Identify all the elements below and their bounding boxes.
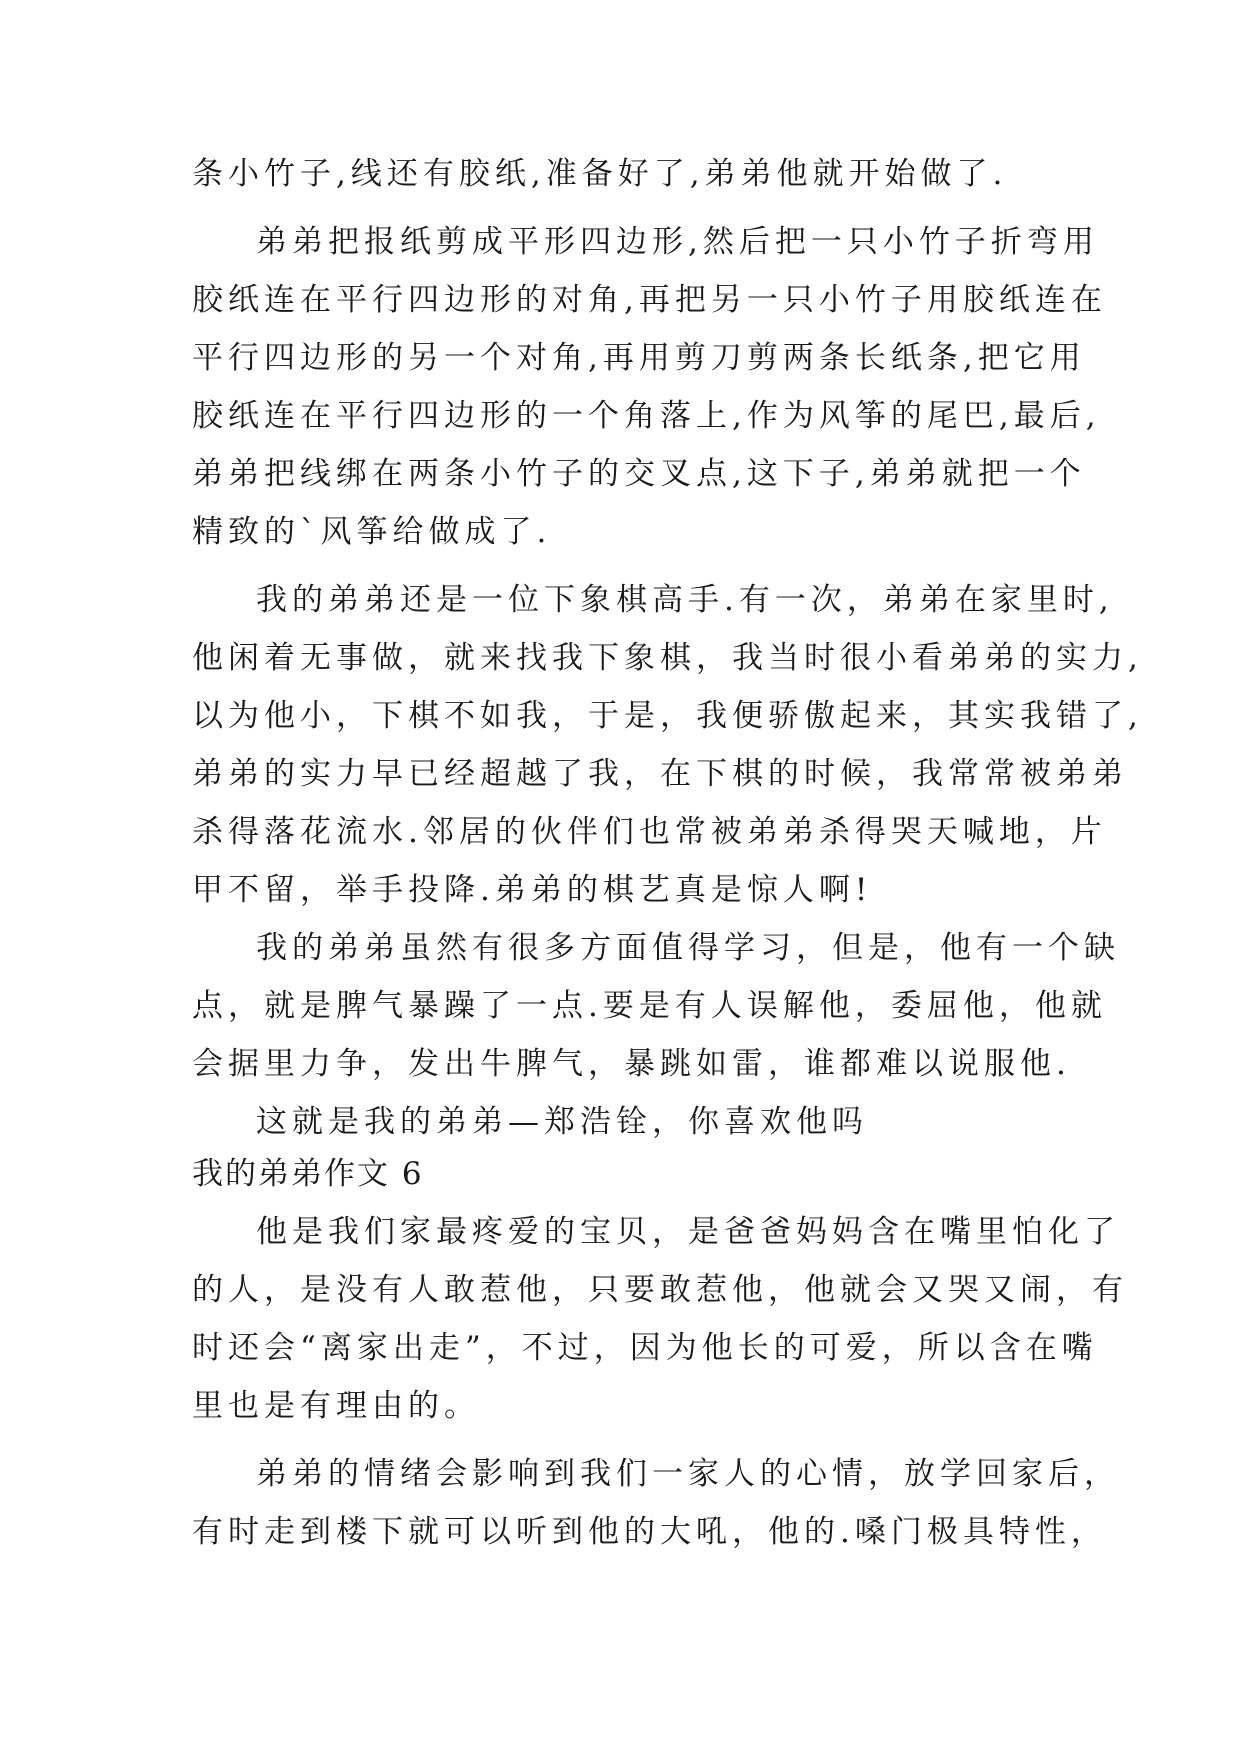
text-line: 里也是有理由的。 <box>192 1388 480 1424</box>
paragraph-first-line: 弟弟把报纸剪成平形四边形,然后把一只小竹子折弯用 <box>256 224 1099 260</box>
paragraph-first-line: 弟弟的情绪会影响到我们一家人的心情，放学回家后， <box>256 1456 1120 1492</box>
text-line: 弟弟把线绑在两条小竹子的交叉点,这下子,弟弟就把一个 <box>192 456 1086 492</box>
paragraph-first-line: 我的弟弟虽然有很多方面值得学习，但是，他有一个缺 <box>256 930 1120 966</box>
text-line: 点，就是脾气暴躁了一点.要是有人误解他，委屈他，他就 <box>192 988 1107 1024</box>
text-line: 的人，是没有人敢惹他，只要敢惹他，他就会又哭又闹，有 <box>192 1272 1128 1308</box>
text-line: 他闲着无事做，就来找我下象棋，我当时很小看弟弟的实力, <box>192 640 1143 676</box>
text-line: 胶纸连在平行四边形的一个角落上,作为风筝的尾巴,最后, <box>192 398 1101 434</box>
paragraph-first-line: 我的弟弟还是一位下象棋高手.有一次，弟弟在家里时, <box>256 582 1114 618</box>
text-line: 平行四边形的另一个对角,再用剪刀剪两条长纸条,把它用 <box>192 340 1086 376</box>
text-line: 弟弟的实力早已经超越了我，在下棋的时候，我常常被弟弟 <box>192 756 1128 792</box>
text-line: 条小竹子,线还有胶纸,准备好了,弟弟他就开始做了. <box>192 156 1008 192</box>
text-line: 以为他小，下棋不如我，于是，我便骄傲起来，其实我错了, <box>192 698 1143 734</box>
paragraph-first-line: 这就是我的弟弟—郑浩铨，你喜欢他吗 <box>256 1104 868 1140</box>
text-line: 时还会“离家出走”，不过，因为他长的可爱，所以含在嘴 <box>192 1330 1098 1366</box>
text-line: 精致的`风筝给做成了. <box>192 514 552 550</box>
text-line: 杀得落花流水.邻居的伙伴们也常被弟弟杀得哭天喊地，片 <box>192 814 1107 850</box>
paragraph-first-line: 他是我们家最疼爱的宝贝，是爸爸妈妈含在嘴里怕化了 <box>256 1214 1120 1250</box>
text-line: 甲不留，举手投降.弟弟的棋艺真是惊人啊! <box>192 872 873 908</box>
section-heading: 我的弟弟作文 6 <box>192 1156 424 1192</box>
text-line: 有时走到楼下就可以听到他的大吼，他的.嗓门极具特性， <box>192 1514 1107 1550</box>
text-line: 胶纸连在平行四边形的对角,再把另一只小竹子用胶纸连在 <box>192 282 1107 318</box>
text-line: 会据里力争，发出牛脾气，暴跳如雷，谁都难以说服他. <box>192 1046 1071 1082</box>
